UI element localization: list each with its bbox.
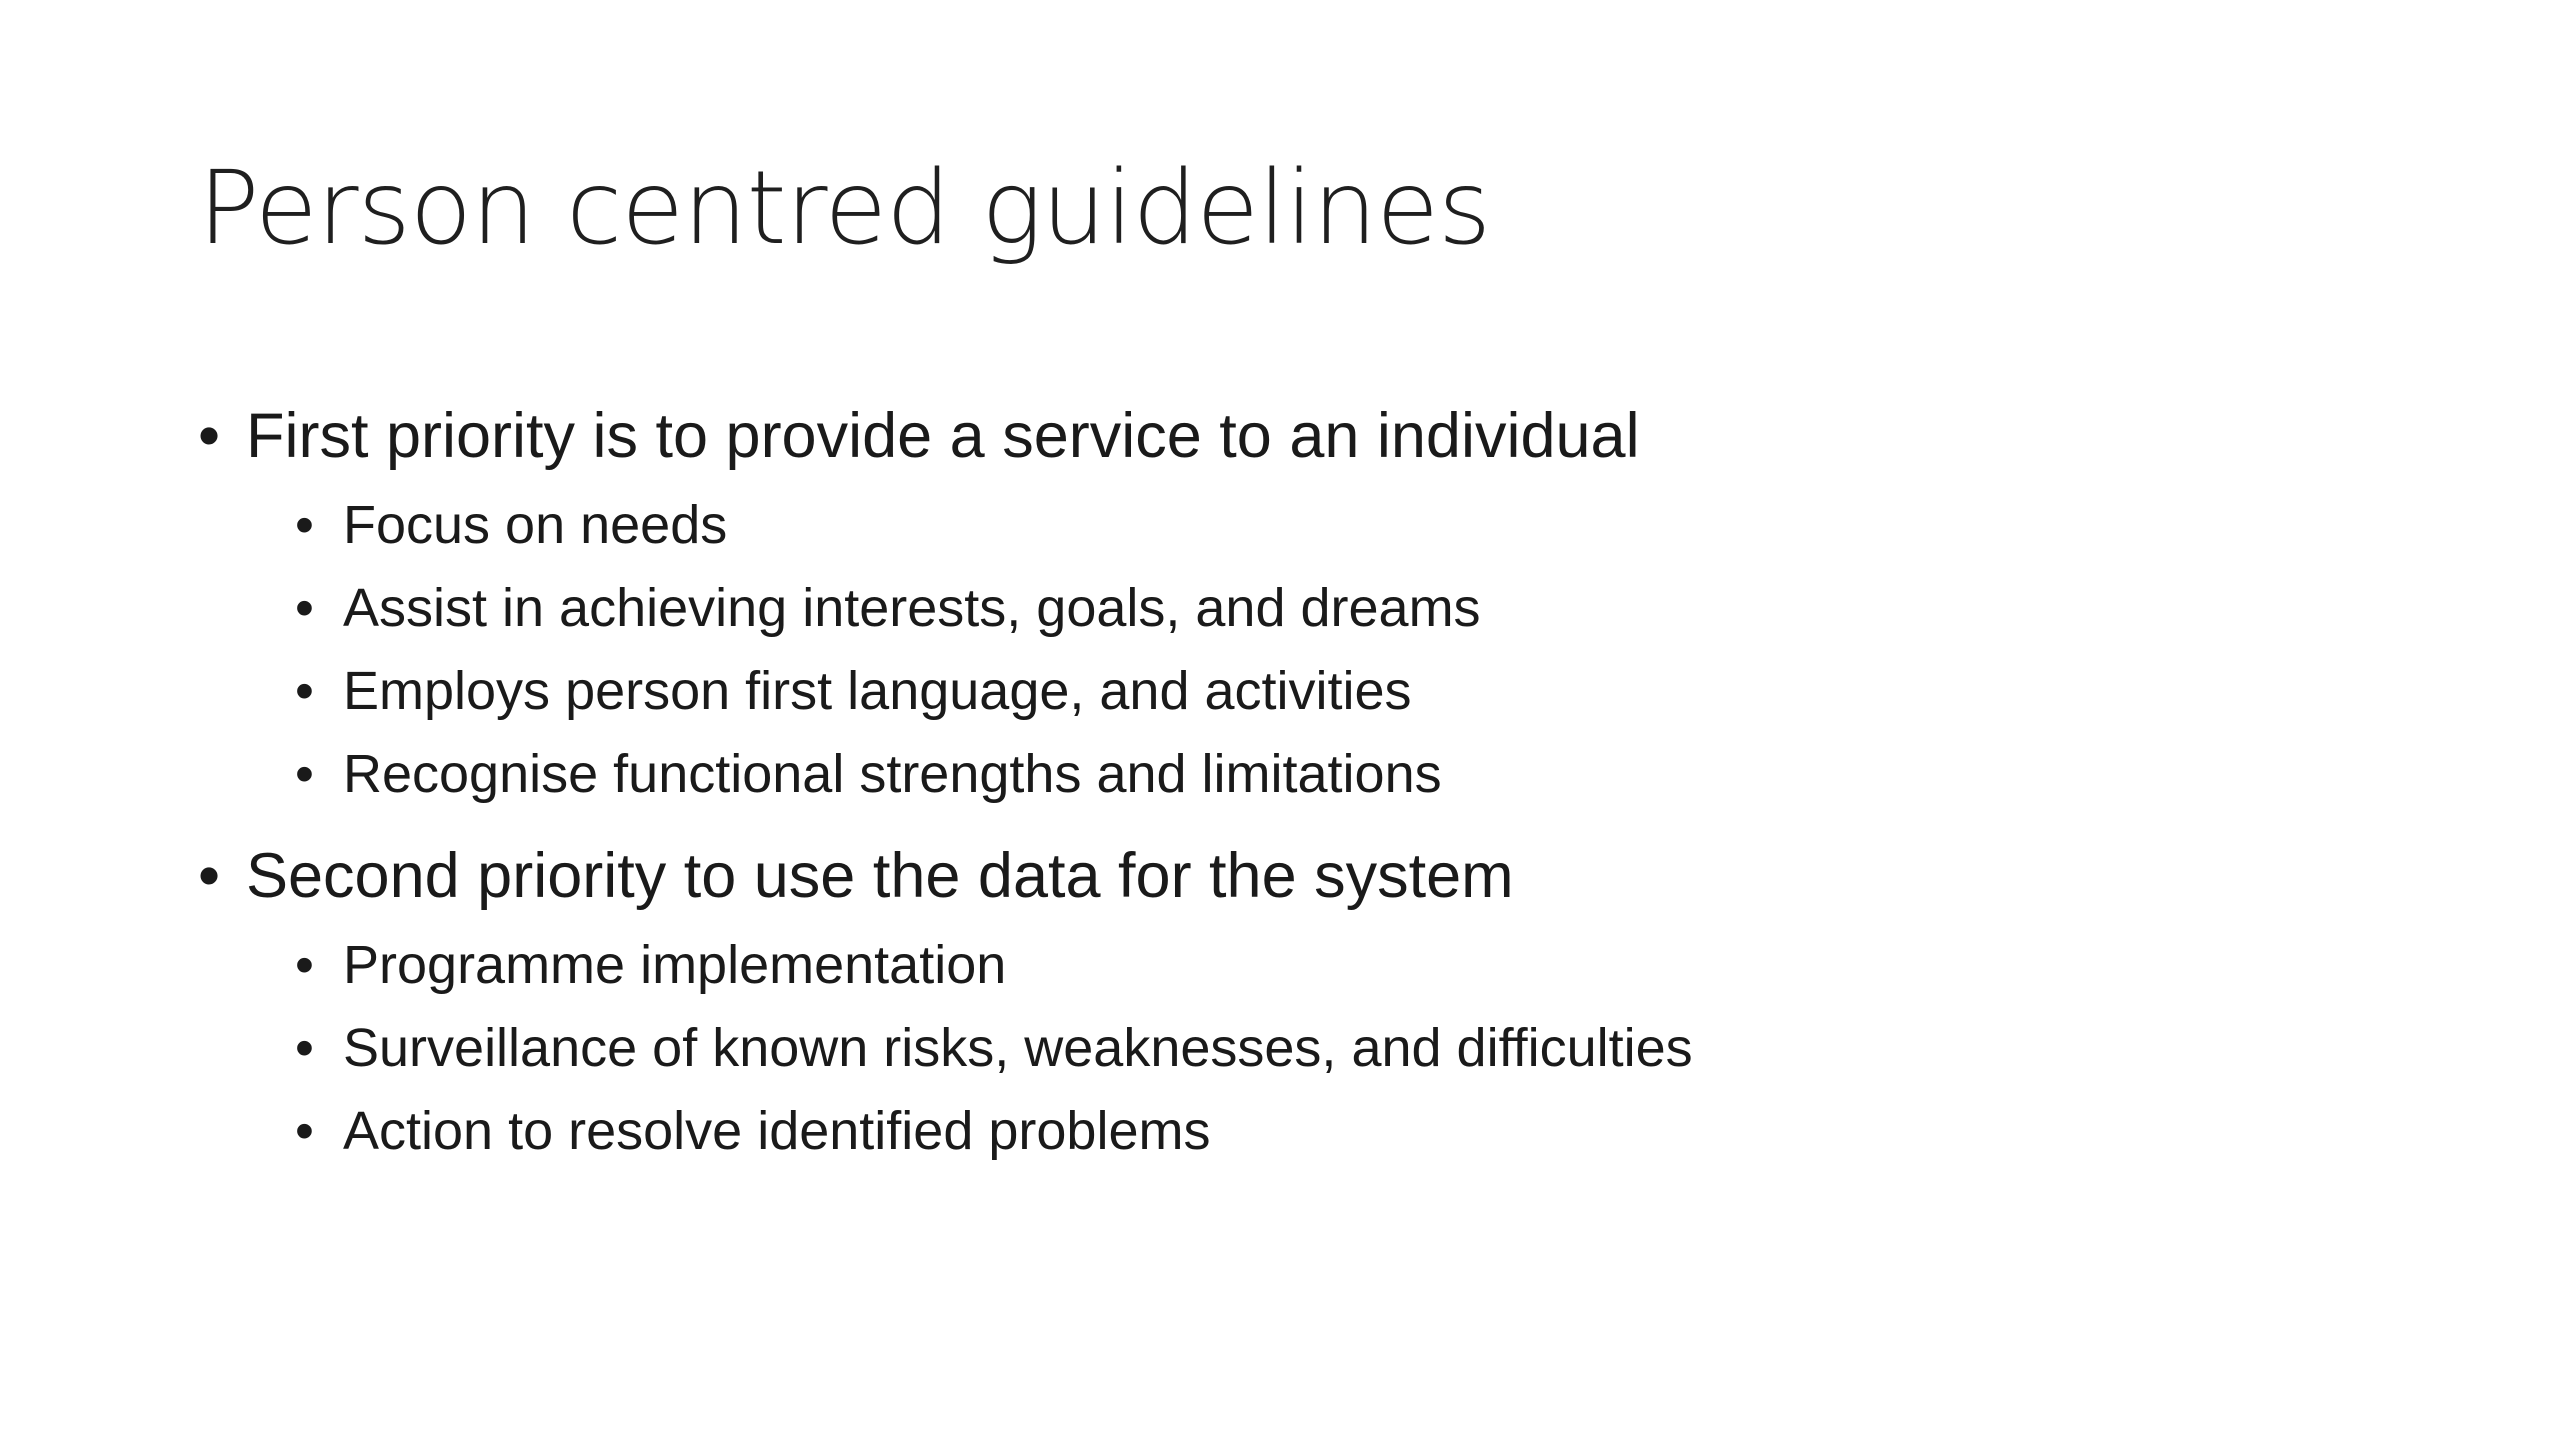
sub-bullet	[198, 650, 2358, 733]
bullet-dot-icon: •	[295, 935, 314, 995]
bullet-dot-icon: •	[198, 401, 221, 471]
bullet-dot-icon: •	[295, 744, 314, 804]
slide-content	[198, 388, 2358, 1185]
bullet-dot-icon: •	[295, 1018, 314, 1078]
bullet-dot-icon: •	[295, 1101, 314, 1161]
bullet-level1	[198, 388, 2358, 484]
sub-bullet-text: Assist in achieving interests, goals, and dreams	[343, 578, 1481, 638]
bullet-dot-icon: •	[295, 495, 314, 555]
sub-bullet	[198, 924, 2358, 1007]
sub-bullet-text: Employs person first language, and activities	[343, 661, 1412, 721]
bullet-level1-text: First priority is to provide a service to an individual	[246, 401, 1640, 471]
bullet-dot-icon: •	[198, 841, 221, 911]
sub-bullet-list	[198, 924, 2358, 1173]
bullet-group-first-priority	[198, 388, 2358, 816]
sub-bullet	[198, 1090, 2358, 1173]
sub-bullet	[198, 733, 2358, 816]
bullet-dot-icon: •	[295, 578, 314, 638]
sub-bullet-text: Recognise functional strengths and limitations	[343, 744, 1442, 804]
sub-bullet	[198, 484, 2358, 567]
slide-title: Person centred guidelines	[198, 149, 1491, 268]
bullet-level1	[198, 828, 2358, 924]
sub-bullet-text: Surveillance of known risks, weaknesses, and difficulties	[343, 1018, 1693, 1078]
sub-bullet	[198, 567, 2358, 650]
sub-bullet-list	[198, 484, 2358, 816]
bullet-level1-text: Second priority to use the data for the system	[246, 841, 1514, 911]
sub-bullet-text: Action to resolve identified problems	[343, 1101, 1211, 1161]
sub-bullet	[198, 1007, 2358, 1090]
bullet-dot-icon: •	[295, 661, 314, 721]
sub-bullet-text: Programme implementation	[343, 935, 1007, 995]
bullet-group-second-priority	[198, 828, 2358, 1173]
sub-bullet-text: Focus on needs	[343, 495, 728, 555]
